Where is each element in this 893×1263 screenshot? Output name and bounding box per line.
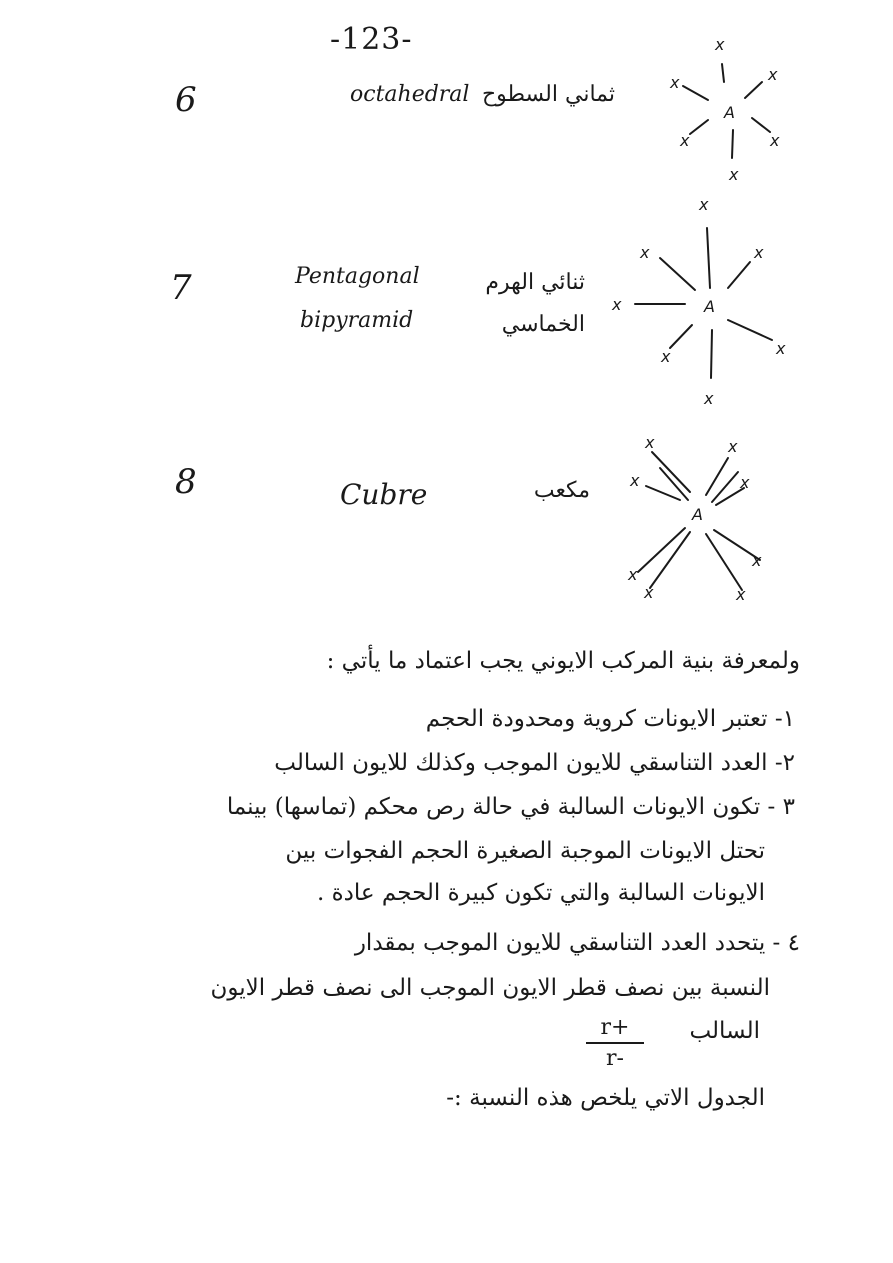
intro-text: ولمعرفة بنية المركب الايوني يجب اعتماد ما يأتي :	[326, 648, 800, 674]
list-item-3-line-1: ٣ - تكون الايونات السالبة في حالة رص محكم (تماسها) بينما	[226, 794, 795, 820]
ligand-label: x	[715, 35, 725, 54]
geometry-name-english-line2: bipyramid	[300, 308, 414, 333]
radius-ratio-fraction	[580, 1015, 650, 1071]
list-item-2: ٢- العدد التناسقي للايون الموجب وكذلك للايون السالب	[274, 750, 795, 776]
geometry-name-english: Cubre	[340, 478, 428, 511]
fraction-bar	[586, 1042, 644, 1044]
cube-center-label: A	[692, 505, 703, 524]
ligand-label: x	[612, 295, 622, 314]
ligand-label: x	[644, 583, 654, 602]
geometry-name-arabic-line2: الخماسي	[501, 312, 585, 337]
ligand-label: x	[704, 389, 714, 408]
ligand-label: x	[776, 339, 786, 358]
ligand-label: x	[699, 195, 709, 214]
octahedral-center-label: A	[724, 103, 735, 122]
ligand-label: x	[661, 347, 671, 366]
ligand-label: x	[752, 551, 762, 570]
ligand-label: x	[680, 131, 690, 150]
coordination-number-7: 7	[170, 268, 192, 308]
list-item-3-line-2: تحتل الايونات الموجبة الصغيرة الحجم الفجوات بين	[285, 838, 765, 864]
ligand-label: x	[645, 433, 655, 452]
pentagonal-center-label: A	[704, 297, 715, 316]
list-item-4-line-2: النسبة بين نصف قطر الايون الموجب الى نصف قطر الايون	[210, 975, 770, 1001]
geometry-name-arabic: مكعب	[533, 478, 590, 503]
ligand-label: x	[736, 585, 746, 604]
list-item-4-line-3: السالب	[689, 1018, 760, 1044]
ligand-label: x	[770, 131, 780, 150]
fraction-denominator: r-	[606, 1046, 624, 1071]
geometry-name-english-line1: Pentagonal	[295, 264, 420, 289]
list-item-4-line-1: ٤ - يتحدد العدد التناسقي للايون الموجب بمقدار	[354, 930, 800, 956]
fraction-numerator: r+	[600, 1015, 630, 1040]
coordination-number-6: 6	[175, 80, 197, 120]
ligand-label: x	[768, 65, 778, 84]
ligand-label: x	[670, 73, 680, 92]
ligand-label: x	[630, 471, 640, 490]
coordination-number-8: 8	[175, 462, 197, 502]
ligand-label: x	[729, 165, 739, 184]
geometry-name-english: octahedral	[350, 82, 470, 107]
ligand-label: x	[740, 473, 750, 492]
page-number: -123-	[330, 22, 413, 57]
ligand-label: x	[728, 437, 738, 456]
list-item-1: ١- تعتبر الايونات كروية ومحدودة الحجم	[425, 706, 795, 732]
geometry-name-arabic: ثماني السطوح	[481, 82, 615, 107]
ligand-label: x	[754, 243, 764, 262]
geometry-name-arabic-line1: ثنائي الهرم	[485, 270, 585, 295]
ligand-label: x	[628, 565, 638, 584]
ligand-label: x	[640, 243, 650, 262]
closing-text: الجدول الاتي يلخص هذه النسبة :-	[446, 1085, 765, 1111]
list-item-3-line-3: الايونات السالبة والتي تكون كبيرة الحجم عادة .	[316, 880, 765, 906]
